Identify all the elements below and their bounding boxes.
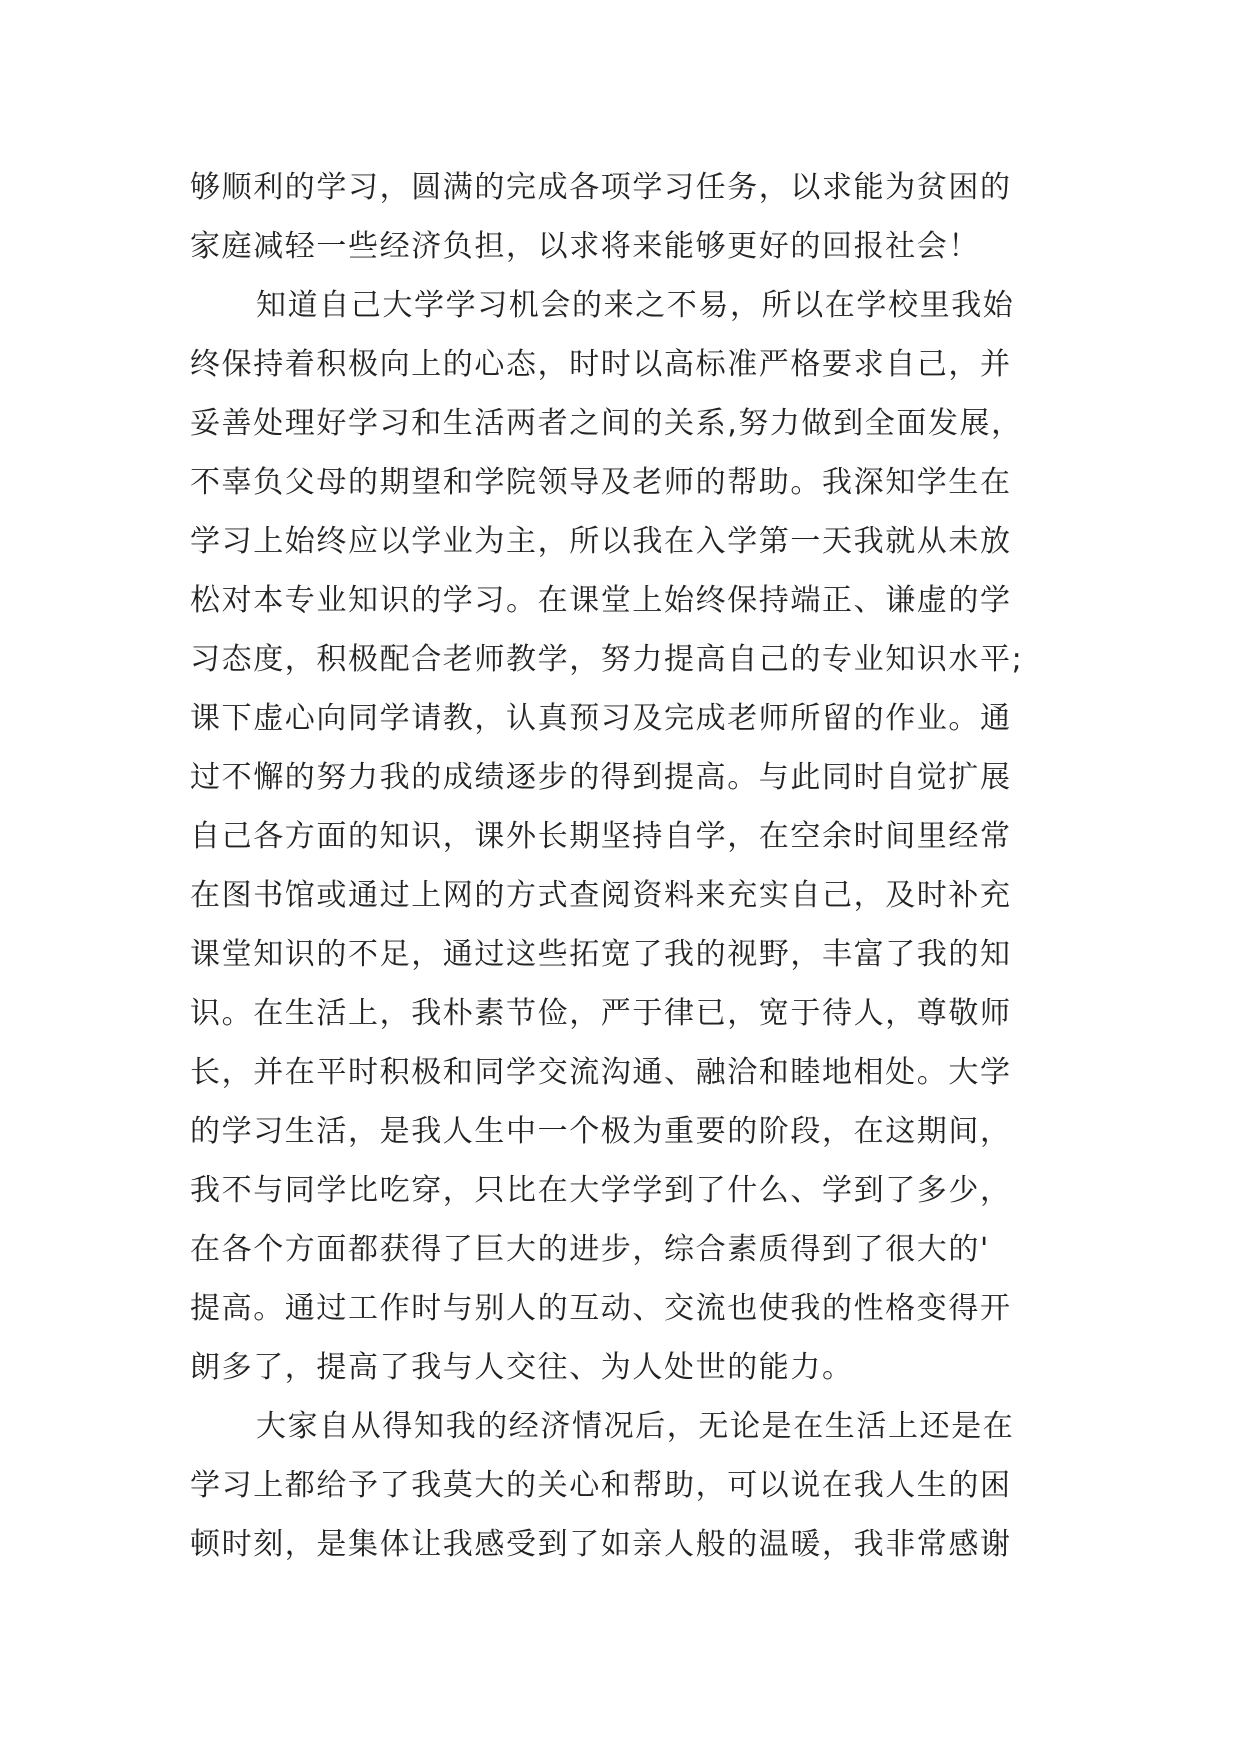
paragraph-line: 我不与同学比吃穿，只比在大学学到了什么、学到了多少， (190, 1173, 1012, 1208)
paragraph-line: 妥善处理好学习和生活两者之间的关系,努力做到全面发展， (190, 406, 1023, 441)
paragraph-line: 课堂知识的不足，通过这些拓宽了我的视野，丰富了我的知 (190, 937, 1012, 972)
paragraph-line: 学习上都给予了我莫大的关心和帮助，可以说在我人生的困 (190, 1468, 1012, 1503)
paragraph-line: 自己各方面的知识，课外长期坚持自学，在空余时间里经常 (190, 819, 1012, 854)
paragraph-line: 的学习生活，是我人生中一个极为重要的阶段，在这期间， (190, 1114, 1012, 1149)
paragraph-line: 提高。通过工作时与别人的互动、交流也使我的性格变得开 (190, 1291, 1012, 1326)
paragraph-line: 识。在生活上，我朴素节俭，严于律已，宽于待人，尊敬师 (190, 996, 1012, 1031)
paragraph-line: 不辜负父母的期望和学院领导及老师的帮助。我深知学生在 (190, 465, 1012, 500)
paragraph-line: 习态度，积极配合老师教学，努力提高自己的专业知识水平; (190, 642, 1024, 677)
paragraph-1 (190, 158, 1070, 276)
paragraph-line: 家庭减轻一些经济负担，以求将来能够更好的回报社会！ (190, 229, 980, 264)
paragraph-line: 在各个方面都获得了巨大的进步，综合素质得到了很大的' (190, 1232, 990, 1267)
paragraph-line: 知道自己大学学习机会的来之不易，所以在学校里我始 (256, 288, 1015, 323)
paragraph-line: 在图书馆或通过上网的方式查阅资料来充实自己，及时补充 (190, 878, 1012, 913)
paragraph-line: 顿时刻，是集体让我感受到了如亲人般的温暖，我非常感谢 (190, 1527, 1012, 1562)
paragraph-line: 学习上始终应以学业为主，所以我在入学第一天我就从未放 (190, 524, 1012, 559)
paragraph-line: 松对本专业知识的学习。在课堂上始终保持端正、谦虚的学 (190, 583, 1012, 618)
paragraph-line: 够顺利的学习，圆满的完成各项学习任务，以求能为贫困的 (190, 170, 1012, 205)
paragraph-line: 朗多了，提高了我与人交往、为人处世的能力。 (190, 1350, 854, 1385)
document-body (190, 158, 1070, 1574)
paragraph-3 (190, 1397, 1070, 1574)
paragraph-line: 长，并在平时积极和同学交流沟通、融洽和睦地相处。大学 (190, 1055, 1012, 1090)
paragraph-line: 过不懈的努力我的成绩逐步的得到提高。与此同时自觉扩展 (190, 760, 1012, 795)
paragraph-line: 大家自从得知我的经济情况后，无论是在生活上还是在 (256, 1409, 1015, 1444)
paragraph-2 (190, 276, 1070, 1397)
paragraph-line: 终保持着积极向上的心态，时时以高标准严格要求自己，并 (190, 347, 1012, 382)
paragraph-line: 课下虚心向同学请教，认真预习及完成老师所留的作业。通 (190, 701, 1012, 736)
